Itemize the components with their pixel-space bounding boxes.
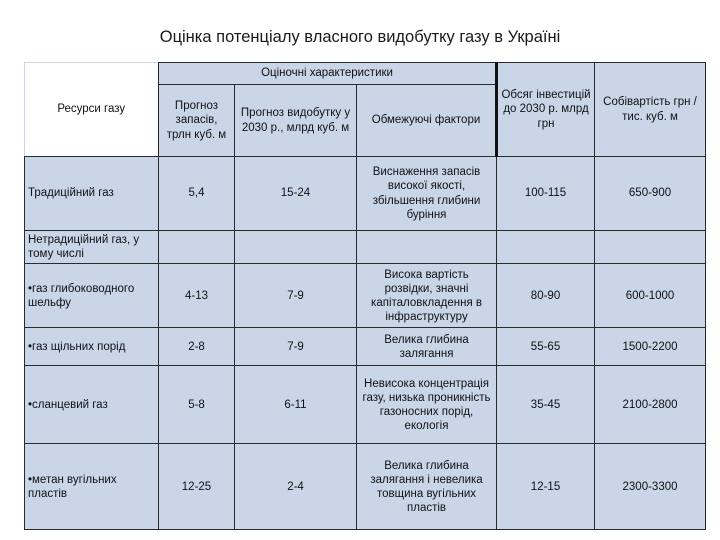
- cell-empty: [497, 231, 595, 264]
- cell-cost: 600-1000: [595, 264, 706, 328]
- header-group-characteristics: Оціночні характеристики: [159, 63, 497, 85]
- table-row: [25, 444, 706, 530]
- cell-cost: 2300-3300: [595, 444, 706, 530]
- header-resources: [25, 63, 159, 157]
- cell-investment: 80-90: [497, 264, 595, 328]
- cell-empty: [235, 231, 357, 264]
- cell-cost: 2100-2800: [595, 366, 706, 444]
- header-reserves: Прогноз запасів, трлн куб. м: [159, 85, 235, 157]
- cell-production: 6-11: [235, 366, 357, 444]
- cell-limits: Невисока концентрація газу, низька проникність газоносних порід, екологія: [357, 366, 497, 444]
- cell-resource-name: •метан вугільних пластів: [25, 444, 159, 530]
- table-row: [25, 264, 706, 328]
- cell-reserves: 4-13: [159, 264, 235, 328]
- cell-empty: [595, 231, 706, 264]
- header-production: Прогноз видобутку у 2030 р., млрд куб. м: [235, 85, 357, 157]
- cell-production: 15-24: [235, 157, 357, 231]
- page-title: Оцінка потенціалу власного видобутку газу в Україні: [159, 28, 561, 46]
- cell-resource-name: •сланцевий газ: [25, 366, 159, 444]
- cell-investment: 12-15: [497, 444, 595, 530]
- cell-empty: [357, 231, 497, 264]
- cell-limits: Велика глибина залягання і невелика товщина вугільних пластів: [357, 444, 497, 530]
- cell-empty: [159, 231, 235, 264]
- cell-reserves: 12-25: [159, 444, 235, 530]
- header-limits: Обмежуючі фактори: [357, 85, 497, 157]
- table-row: [25, 328, 706, 366]
- gas-potential-table: [24, 62, 706, 530]
- header-investment: Обсяг інвестицій до 2030 р. млрд грн: [497, 63, 595, 157]
- cell-reserves: 5,4: [159, 157, 235, 231]
- table-row: [25, 366, 706, 444]
- cell-reserves: 2-8: [159, 328, 235, 366]
- cell-production: 7-9: [235, 264, 357, 328]
- cell-cost: 1500-2200: [595, 328, 706, 366]
- table-row-traditional: [25, 157, 706, 231]
- cell-reserves: 5-8: [159, 366, 235, 444]
- cell-investment: 100-115: [497, 157, 595, 231]
- cell-cost: 650-900: [595, 157, 706, 231]
- cell-resource-name: Традиційний газ: [25, 157, 159, 231]
- cell-limits: Виснаження запасів високої якості, збільшення глибини буріння: [357, 157, 497, 231]
- cell-production: 2-4: [235, 444, 357, 530]
- cell-investment: 55-65: [497, 328, 595, 366]
- table-row-nontraditional-label: [25, 231, 706, 264]
- cell-nontraditional-label: Нетрадиційний газ, у тому числі: [25, 231, 159, 264]
- header-resources-label: Ресурси газу: [57, 103, 126, 116]
- cell-limits: Висока вартість розвідки, значні капіталовкладення в інфраструктуру: [357, 264, 497, 328]
- header-cost: Собівартість грн / тис. куб. м: [595, 63, 706, 157]
- cell-production: 7-9: [235, 328, 357, 366]
- cell-resource-name: •газ глибоководного шельфу: [25, 264, 159, 328]
- cell-resource-name: •газ щільних порід: [25, 328, 159, 366]
- cell-limits: Велика глибина залягання: [357, 328, 497, 366]
- cell-investment: 35-45: [497, 366, 595, 444]
